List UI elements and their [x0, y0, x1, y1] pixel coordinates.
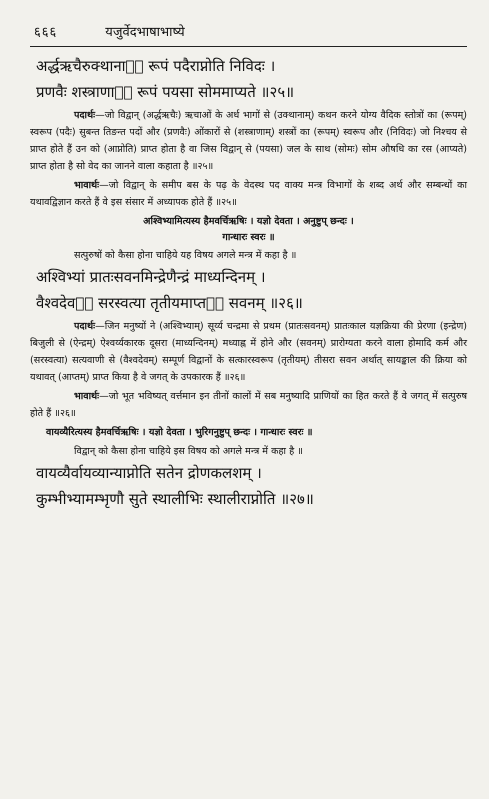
page-number: ६६६ [34, 25, 58, 40]
intro-27: विद्वान् को कैसा होना चाहिये इस विषय को अगले मन्त्र में कहा है ॥ [74, 446, 303, 457]
mantra-27-line-2: कुम्भीभ्यामम्भृणौ सुते स्थालीभिः स्थालीराप्नोति ॥२७॥ [36, 490, 314, 508]
padartha-25 [30, 107, 467, 175]
mantra-25-line-1: अर्द्धऋचैरुक्थानाᳫं रूपं पदैराप्नोति निविदः । [36, 57, 276, 75]
bhavartha-text: —जो भूत भविष्यत् वर्त्तमान इन तीनों कालों में सब मनुष्यादि प्राणियों का हित करते हैं वे जगत् में सत्पुरुष होते हैं ॥२६॥ [30, 391, 467, 419]
bhavartha-label: भावार्थः [74, 180, 100, 191]
bhavartha-25 [30, 177, 467, 211]
mantra-27-line-1: वायव्यैर्वायव्यान्याप्नोति सतेन द्रोणकलशम् । [36, 464, 262, 482]
book-title: यजुर्वेदभाषाभाष्ये [105, 25, 185, 40]
mantra-26-line-1: अश्विभ्यां प्रातःसवनमिन्द्रेणैन्द्रं माध्यन्दिनम् । [36, 268, 266, 286]
bhavartha-26 [30, 388, 467, 422]
mantra-26-line-2: वैश्वदेवᳫं सरस्वत्या तृतीयमाप्तᳫं सवनम् ॥२६॥ [36, 294, 303, 312]
padartha-26 [30, 318, 467, 386]
padartha-text: —जो विद्वान् (अर्द्धऋचैः) ऋचाओं के अर्ध भागों से (उक्थानाम्) कथन करने योग्य वैदिक स्तोत्रों का (रूपम्) स्वरूप (पदैः) सुबन्त तिङन्त पदों और (प्रणवैः) ओंकारों से (शस्त्राणाम्) शस्त्रों का (रूपम्) स्वरूप और (निविदः) जो निश्चय से प्राप्त होते हैं उन को (आप्नोति) प्राप्त होता है वा जिस विद्वान् से (पयसा) जल के साथ (सोमः) सोम औषधि का रस (आप्यते) प्राप्त होता है सो वेद का जानने वाला कहाता है ॥२५॥ [30, 110, 467, 172]
padartha-text: —जिन मनुष्यों ने (अश्विभ्याम्) सूर्य्य चन्द्रमा से प्रथम (प्रातःसवनम्) प्रातःकाल यज्ञक्रिया की प्रेरणा (इन्द्रेण) बिजुली से (ऐन्द्रम्) ऐश्वर्य्यकारक दूसरा (माध्यन्दिनम्) मध्याह्न में होने और (सवनम्) प्रारोग्यता करने वाला होमादि कर्म और (सरस्वत्या) सत्यवाणी से (वैश्वदेवम्) सम्पूर्ण विद्वानों के सत्कारस्वरूप (तृतीयम्) तीसरा सवन अर्थात् सायङ्काल की क्रिया को यथावत् (आप्तम्) प्राप्त किया है वे जगत् के उपकारक हैं ॥२६॥ [30, 321, 467, 383]
svara-26: गान्धारः स्वरः ॥ [222, 232, 275, 243]
padartha-label: पदार्थः [74, 321, 96, 332]
intro-26: सत्पुरुषों को कैसा होना चाहिये यह विषय अगले मन्त्र में कहा है ॥ [74, 250, 297, 261]
rishi-devata-26: अश्विभ्यामित्यस्य हैमवर्चिऋषिः । यज्ञो देवता । अनुष्टुप् छन्दः । [143, 216, 354, 227]
padartha-label: पदार्थः [74, 110, 96, 121]
bhavartha-text: —जो विद्वान् के समीप बस के पढ़ के वेदस्थ पद वाक्य मन्त्र विभागों के शब्द अर्थ और सम्बन्धों का यथावद्विज्ञान करते हैं वे इस संसार में अध्यापक होते हैं ॥२५॥ [30, 180, 467, 208]
page-header [30, 22, 467, 47]
mantra-25-line-2: प्रणवैः शस्त्राणाᳫं रूपं पयसा सोममाप्यते ॥२५॥ [36, 83, 295, 101]
bhavartha-label: भावार्थः [74, 391, 100, 402]
rishi-devata-27: वायव्यैरित्यस्य हैमवर्चिऋषिः । यज्ञो देवता । भुरिगनुष्टुप् छन्दः । गान्धारः स्वरः ॥ [46, 427, 313, 438]
